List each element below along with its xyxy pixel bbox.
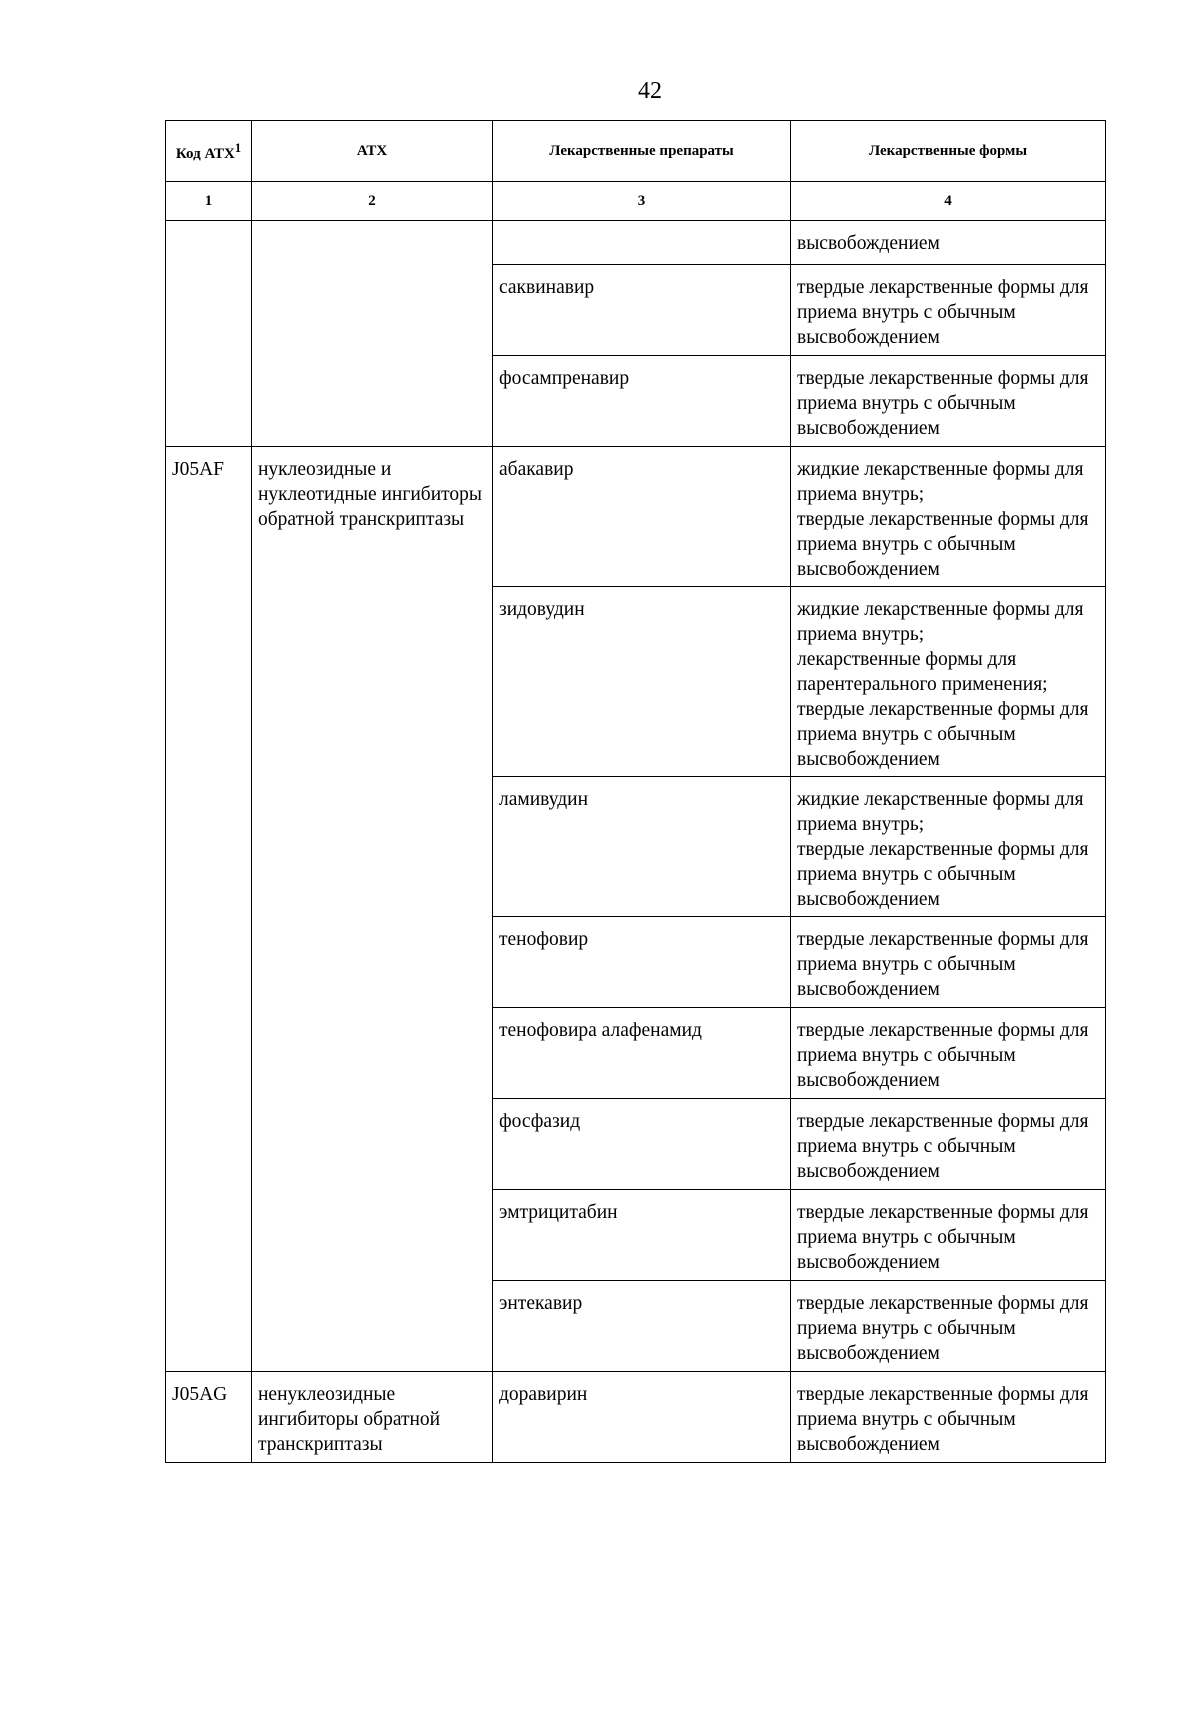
page-number: 42 bbox=[638, 78, 662, 104]
atx-group-cell: нуклеозидные и нуклеотидные ингибиторы обратной транскриптазы bbox=[252, 447, 493, 1372]
drug-cell: зидовудин bbox=[493, 587, 791, 777]
forms-cell: твердые лекарственные формы для приема внутрь с обычным высвобождением bbox=[791, 265, 1106, 356]
forms-cell: твердые лекарственные формы для приема внутрь с обычным высвобождением bbox=[791, 1372, 1106, 1463]
forms-cell: жидкие лекарственные формы для приема внутрь; твердые лекарственные формы для приема внутрь с обычным высвобождением bbox=[791, 777, 1106, 917]
atx-drug-table bbox=[165, 120, 1106, 1463]
drug-cell: абакавир bbox=[493, 447, 791, 587]
drug-cell: эмтрицитабин bbox=[493, 1190, 791, 1281]
column-number: 1 bbox=[166, 182, 252, 221]
header-atx: АТХ bbox=[252, 121, 493, 182]
table-row bbox=[166, 221, 1106, 265]
table-row bbox=[166, 1372, 1106, 1463]
forms-cell: твердые лекарственные формы для приема внутрь с обычным высвобождением bbox=[791, 1008, 1106, 1099]
footnote-marker: 1 bbox=[234, 141, 242, 155]
header-drugs: Лекарственные препараты bbox=[493, 121, 791, 182]
header-forms: Лекарственные формы bbox=[791, 121, 1106, 182]
drug-cell: тенофовира алафенамид bbox=[493, 1008, 791, 1099]
column-number: 2 bbox=[252, 182, 493, 221]
header-code: Код АТХ$^1$ bbox=[166, 121, 252, 182]
forms-cell: твердые лекарственные формы для приема внутрь с обычным высвобождением bbox=[791, 356, 1106, 447]
code-cell bbox=[166, 221, 252, 447]
table-row bbox=[166, 447, 1106, 587]
drug-cell: фосампренавир bbox=[493, 356, 791, 447]
drug-cell: энтекавир bbox=[493, 1281, 791, 1372]
forms-cell: твердые лекарственные формы для приема внутрь с обычным высвобождением bbox=[791, 917, 1106, 1008]
table-header-row bbox=[166, 121, 1106, 182]
drug-cell: саквинавир bbox=[493, 265, 791, 356]
forms-cell: жидкие лекарственные формы для приема внутрь; твердые лекарственные формы для приема внутрь с обычным высвобождением bbox=[791, 447, 1106, 587]
drug-cell bbox=[493, 221, 791, 265]
forms-cell: высвобождением bbox=[791, 221, 1106, 265]
column-number-row bbox=[166, 182, 1106, 221]
forms-cell: твердые лекарственные формы для приема внутрь с обычным высвобождением bbox=[791, 1099, 1106, 1190]
drug-cell: тенофовир bbox=[493, 917, 791, 1008]
forms-cell: твердые лекарственные формы для приема внутрь с обычным высвобождением bbox=[791, 1190, 1106, 1281]
drug-cell: фосфазид bbox=[493, 1099, 791, 1190]
code-cell: J05AF bbox=[166, 447, 252, 1372]
forms-cell: твердые лекарственные формы для приема внутрь с обычным высвобождением bbox=[791, 1281, 1106, 1372]
column-number: 3 bbox=[493, 182, 791, 221]
drug-cell: доравирин bbox=[493, 1372, 791, 1463]
column-number: 4 bbox=[791, 182, 1106, 221]
atx-group-cell: ненуклеозидные ингибиторы обратной транскриптазы bbox=[252, 1372, 493, 1463]
drug-cell: ламивудин bbox=[493, 777, 791, 917]
forms-cell: жидкие лекарственные формы для приема внутрь; лекарственные формы для парентерального применения; твердые лекарственные формы для приема внутрь с обычным высвобождением bbox=[791, 587, 1106, 777]
atx-group-cell bbox=[252, 221, 493, 447]
code-cell: J05AG bbox=[166, 1372, 252, 1463]
